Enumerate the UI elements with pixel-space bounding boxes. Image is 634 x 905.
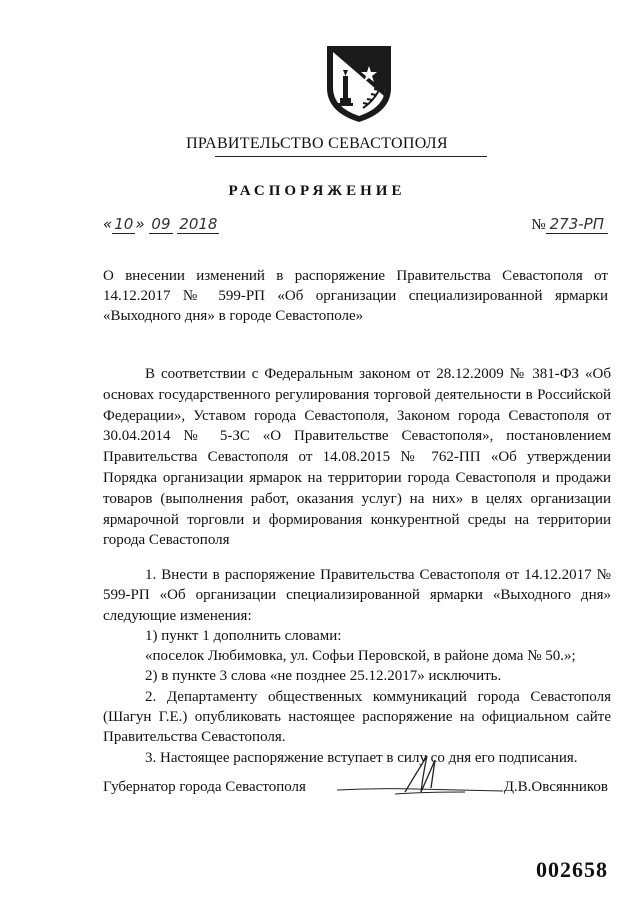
item-2: 2. Департаменту общественных коммуникаций города Севастополя (Шагун Г.Е.) опубликовать настоящее распоряжение на официальном сайте Правительства Севастополя. [103, 688, 611, 746]
handwritten-signature [335, 752, 505, 802]
title-underline [215, 156, 487, 157]
serial-number: 002658 [536, 857, 608, 882]
document-preamble: В соответствии с Федеральным законом от 28.12.2009 № 381-ФЗ «Об основах государственного регулирования торговой деятельности в Российской Федерации», Уставом города Севастополя, Законом города Севастополя от 30.04.2014 № 5-ЗС «О Правительстве Севастополя», постановлением Правительства Севастополя от 14.08.2015 № 762-ПП «Об утверждении Порядка организации ярмарок на территории города Севастополя и продажи товаров (выполнения работ, оказания услуг) на них» в целях организации ярмарочной торговли и формирования конкурентной среды на территории города Севастополя [103, 366, 611, 549]
government-title: ПРАВИТЕЛЬСТВО СЕВАСТОПОЛЯ [186, 135, 448, 152]
item-1-intro: 1. Внести в распоряжение Правительства Севастополя от 14.12.2017 № 599-РП «Об организации специализированной ярмарки «Выходного дня» следующие изменения: [103, 567, 611, 624]
document-number [531, 215, 608, 234]
signatory-title: Губернатор города Севастополя [103, 779, 306, 795]
sevastopol-coat-of-arms-icon [323, 42, 395, 124]
document-type: РАСПОРЯЖЕНИЕ [228, 183, 406, 199]
date-year: 2018 [179, 215, 218, 233]
document-items [103, 565, 611, 768]
item-3: 3. Настоящее распоряжение вступает в силу со дня его подписания. [145, 749, 578, 766]
item-1-sub-1-text: «поселок Любимовка, ул. Софьи Перовской, в районе дома № 50.»; [145, 648, 576, 665]
number-prefix: № [531, 217, 546, 233]
number-value: 273-РП [546, 215, 608, 234]
document-date [103, 215, 219, 234]
date-quote-open: « [103, 215, 113, 233]
date-day: 10 [114, 215, 134, 233]
signatory-name: Д.В.Овсянников [503, 779, 608, 795]
item-1-sub-1: 1) пункт 1 дополнить словами: [145, 627, 342, 644]
date-month: 09 [151, 215, 171, 233]
item-1-sub-2: 2) в пункте 3 слова «не позднее 25.12.2017» исключить. [145, 668, 502, 685]
document-subject: О внесении изменений в распоряжение Правительства Севастополя от 14.12.2017 № 599-РП «Об организации специализированной ярмарки «Выходного дня» в городе Севастополе» [103, 268, 608, 324]
date-quote-close: » [135, 215, 145, 233]
